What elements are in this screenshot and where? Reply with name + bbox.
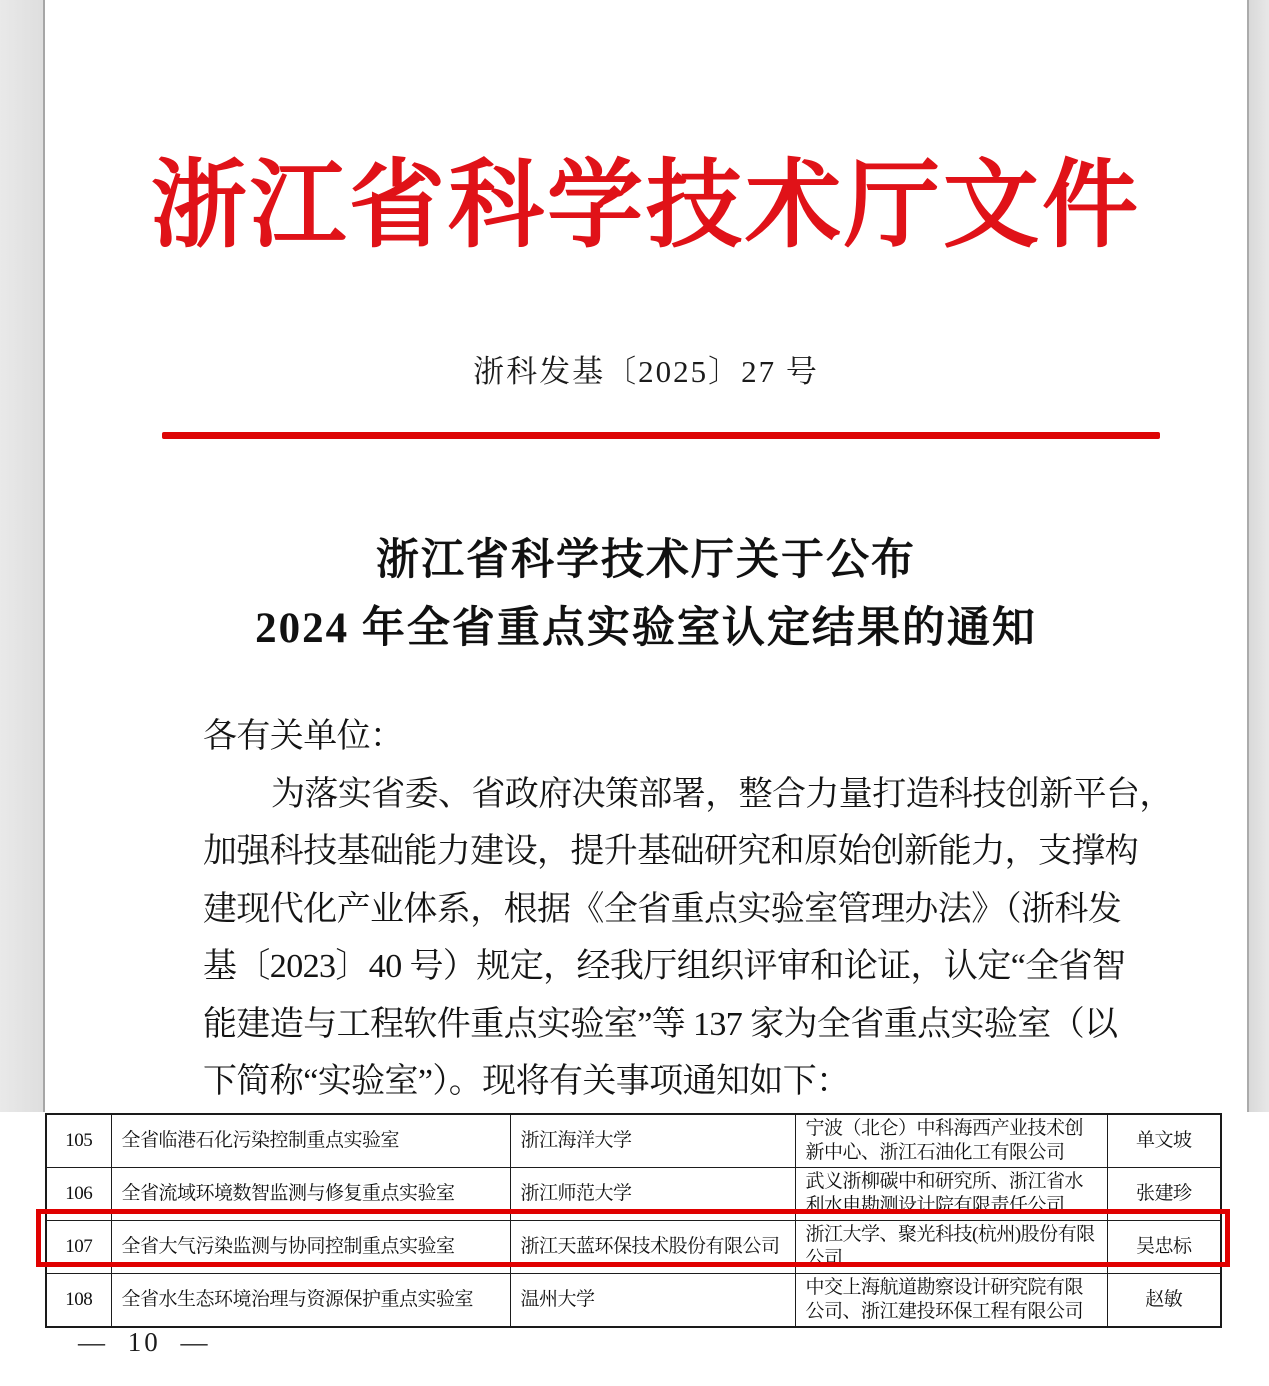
host-unit-cell: 温州大学 [510, 1274, 795, 1328]
body-line: 建现代化产业体系，根据《全省重点实验室管理办法》（浙科发 [203, 890, 1122, 928]
partner-units-cell: 浙江大学、聚光科技(杭州)股份有限公司 [795, 1221, 1107, 1274]
body-line: 基〔2023〕40 号）规定，经我厅组织评审和论证，认定“全省智 [203, 948, 1126, 985]
partner-units-cell: 宁波（北仑）中科海西产业技术创新中心、浙江石油化工有限公司 [795, 1114, 1107, 1168]
body-line: 下简称“实验室”）。现将有关事项通知如下： [203, 1063, 850, 1100]
scan-margin-left [0, 0, 45, 1112]
salutation: 各有关单位： [203, 718, 404, 755]
body-line: 为落实省委、省政府决策部署，整合力量打造科技创新平台， [271, 775, 1173, 813]
notice-title-line1: 浙江省科学技术厅关于公布 [376, 537, 916, 584]
notice-body [203, 708, 1173, 1111]
notice-title [45, 527, 1247, 663]
director-cell: 吴忠标 [1107, 1221, 1221, 1274]
director-cell: 张建珍 [1107, 1168, 1221, 1221]
host-unit-cell: 浙江海洋大学 [510, 1114, 795, 1168]
letterhead-title: 浙江省科学技术厅文件 [151, 152, 1141, 259]
row-number-cell: 105 [46, 1114, 111, 1168]
row-number-cell: 107 [46, 1221, 111, 1274]
page-number: — 10 — [78, 1327, 211, 1357]
lab-name-cell: 全省临港石化污染控制重点实验室 [111, 1114, 510, 1168]
partner-units-cell: 武义浙柳碳中和研究所、浙江省水利水电勘测设计院有限责任公司 [795, 1168, 1107, 1221]
lab-results-table [45, 1113, 1222, 1328]
table-row [46, 1114, 1221, 1168]
partner-units-cell: 中交上海航道勘察设计研究院有限公司、浙江建投环保工程有限公司 [795, 1274, 1107, 1328]
table-row-highlighted [46, 1221, 1221, 1274]
body-line: 能建造与工程软件重点实验室”等 137 家为全省重点实验室（以 [203, 1005, 1118, 1043]
lab-name-cell: 全省水生态环境治理与资源保护重点实验室 [111, 1274, 510, 1328]
host-unit-cell: 浙江师范大学 [510, 1168, 795, 1221]
scan-margin-right [1247, 0, 1269, 1112]
notice-title-line2: 2024 年全省重点实验室认定结果的通知 [255, 605, 1037, 652]
director-cell: 赵敏 [1107, 1274, 1221, 1328]
letterhead-red-rule [162, 432, 1160, 439]
table-row [46, 1168, 1221, 1221]
host-unit-cell: 浙江天蓝环保技术股份有限公司 [510, 1221, 795, 1274]
lab-name-cell: 全省大气污染监测与协同控制重点实验室 [111, 1221, 510, 1274]
document-number: 浙科发基〔2025〕27 号 [473, 354, 819, 389]
row-number-cell: 108 [46, 1274, 111, 1328]
body-line: 加强科技基础能力建设，提升基础研究和原始创新能力，支撑构 [203, 833, 1139, 870]
row-number-cell: 106 [46, 1168, 111, 1221]
director-cell: 单文坡 [1107, 1114, 1221, 1168]
table-row [46, 1274, 1221, 1328]
lab-name-cell: 全省流域环境数智监测与修复重点实验室 [111, 1168, 510, 1221]
